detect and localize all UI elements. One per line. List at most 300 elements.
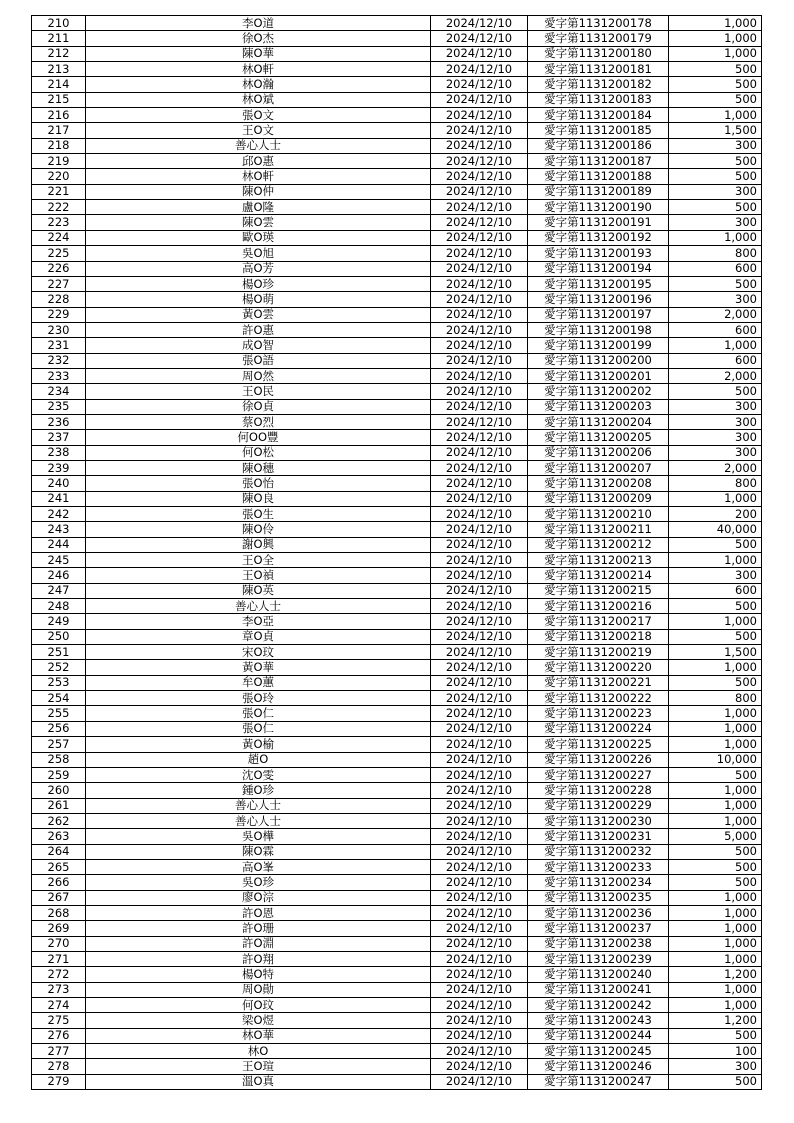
row-number: 226 xyxy=(32,261,86,276)
receipt-number: 愛字第1131200190 xyxy=(528,200,669,215)
row-number: 239 xyxy=(32,460,86,475)
donor-name: 黃O雲 xyxy=(86,307,431,322)
donor-name: 張O文 xyxy=(86,108,431,123)
receipt-number: 愛字第1131200229 xyxy=(528,798,669,813)
donation-date: 2024/12/10 xyxy=(431,982,528,997)
receipt-number: 愛字第1131200191 xyxy=(528,215,669,230)
row-number: 221 xyxy=(32,184,86,199)
row-number: 215 xyxy=(32,92,86,107)
donation-amount: 600 xyxy=(669,353,762,368)
donor-name: 陳O華 xyxy=(86,46,431,61)
donation-amount: 1,000 xyxy=(669,660,762,675)
receipt-number: 愛字第1131200182 xyxy=(528,77,669,92)
receipt-number: 愛字第1131200241 xyxy=(528,982,669,997)
row-number: 259 xyxy=(32,767,86,782)
donation-date: 2024/12/10 xyxy=(431,399,528,414)
donor-name: 廖O淙 xyxy=(86,890,431,905)
table-row xyxy=(32,46,762,61)
donor-name: 何O松 xyxy=(86,445,431,460)
donation-date: 2024/12/10 xyxy=(431,752,528,767)
donation-date: 2024/12/10 xyxy=(431,660,528,675)
table-row xyxy=(32,215,762,230)
donation-date: 2024/12/10 xyxy=(431,230,528,245)
donor-name: 沈O雯 xyxy=(86,767,431,782)
table-row xyxy=(32,798,762,813)
donor-name: 王O文 xyxy=(86,123,431,138)
receipt-number: 愛字第1131200224 xyxy=(528,721,669,736)
donor-name: 高O芳 xyxy=(86,261,431,276)
table-row xyxy=(32,629,762,644)
row-number: 272 xyxy=(32,967,86,982)
table-row xyxy=(32,507,762,522)
donation-amount: 1,000 xyxy=(669,108,762,123)
receipt-number: 愛字第1131200223 xyxy=(528,706,669,721)
table-row xyxy=(32,737,762,752)
donation-date: 2024/12/10 xyxy=(431,859,528,874)
table-row xyxy=(32,752,762,767)
donation-date: 2024/12/10 xyxy=(431,507,528,522)
donor-name: 善心人士 xyxy=(86,599,431,614)
table-row xyxy=(32,967,762,982)
donor-name: 徐O貞 xyxy=(86,399,431,414)
donation-date: 2024/12/10 xyxy=(431,1074,528,1089)
donor-name: 陳O穗 xyxy=(86,460,431,475)
donor-name: 王O禎 xyxy=(86,568,431,583)
donation-amount: 5,000 xyxy=(669,829,762,844)
table-row xyxy=(32,1059,762,1074)
row-number: 273 xyxy=(32,982,86,997)
row-number: 268 xyxy=(32,905,86,920)
donation-date: 2024/12/10 xyxy=(431,77,528,92)
row-number: 210 xyxy=(32,16,86,31)
receipt-number: 愛字第1131200209 xyxy=(528,491,669,506)
row-number: 252 xyxy=(32,660,86,675)
donation-date: 2024/12/10 xyxy=(431,246,528,261)
donation-date: 2024/12/10 xyxy=(431,261,528,276)
donation-date: 2024/12/10 xyxy=(431,614,528,629)
row-number: 276 xyxy=(32,1028,86,1043)
donation-amount: 500 xyxy=(669,675,762,690)
table-row xyxy=(32,384,762,399)
donation-date: 2024/12/10 xyxy=(431,445,528,460)
receipt-number: 愛字第1131200183 xyxy=(528,92,669,107)
donation-amount: 500 xyxy=(669,1028,762,1043)
receipt-number: 愛字第1131200244 xyxy=(528,1028,669,1043)
donation-date: 2024/12/10 xyxy=(431,767,528,782)
donation-date: 2024/12/10 xyxy=(431,215,528,230)
row-number: 254 xyxy=(32,691,86,706)
donation-amount: 1,000 xyxy=(669,921,762,936)
table-row xyxy=(32,691,762,706)
row-number: 256 xyxy=(32,721,86,736)
donation-amount: 100 xyxy=(669,1044,762,1059)
donation-amount: 500 xyxy=(669,92,762,107)
table-row xyxy=(32,982,762,997)
donation-amount: 1,000 xyxy=(669,491,762,506)
table-row xyxy=(32,230,762,245)
donation-amount: 500 xyxy=(669,169,762,184)
donor-name: 張O仁 xyxy=(86,706,431,721)
donation-date: 2024/12/10 xyxy=(431,46,528,61)
donation-table xyxy=(31,15,762,1090)
receipt-number: 愛字第1131200220 xyxy=(528,660,669,675)
table-row xyxy=(32,460,762,475)
donor-name: 鍾O珍 xyxy=(86,783,431,798)
table-row xyxy=(32,292,762,307)
donation-amount: 600 xyxy=(669,322,762,337)
receipt-number: 愛字第1131200195 xyxy=(528,276,669,291)
donation-date: 2024/12/10 xyxy=(431,154,528,169)
donor-name: 林O軒 xyxy=(86,62,431,77)
receipt-number: 愛字第1131200236 xyxy=(528,905,669,920)
table-row xyxy=(32,537,762,552)
donor-name: 張O仁 xyxy=(86,721,431,736)
donor-name: 牟O蕙 xyxy=(86,675,431,690)
receipt-number: 愛字第1131200203 xyxy=(528,399,669,414)
donation-date: 2024/12/10 xyxy=(431,553,528,568)
row-number: 219 xyxy=(32,154,86,169)
row-number: 229 xyxy=(32,307,86,322)
donation-date: 2024/12/10 xyxy=(431,737,528,752)
table-row xyxy=(32,706,762,721)
table-row xyxy=(32,783,762,798)
donation-amount: 500 xyxy=(669,599,762,614)
receipt-number: 愛字第1131200234 xyxy=(528,875,669,890)
donor-name: 趙O xyxy=(86,752,431,767)
table-row xyxy=(32,829,762,844)
table-row xyxy=(32,16,762,31)
donation-date: 2024/12/10 xyxy=(431,62,528,77)
donation-date: 2024/12/10 xyxy=(431,491,528,506)
donation-date: 2024/12/10 xyxy=(431,583,528,598)
donation-amount: 1,000 xyxy=(669,936,762,951)
row-number: 246 xyxy=(32,568,86,583)
donor-name: 歐O瑛 xyxy=(86,230,431,245)
donor-name: 陳O雲 xyxy=(86,215,431,230)
table-row xyxy=(32,675,762,690)
receipt-number: 愛字第1131200193 xyxy=(528,246,669,261)
receipt-number: 愛字第1131200194 xyxy=(528,261,669,276)
row-number: 227 xyxy=(32,276,86,291)
donation-date: 2024/12/10 xyxy=(431,460,528,475)
donation-amount: 600 xyxy=(669,261,762,276)
donation-amount: 500 xyxy=(669,200,762,215)
donor-name: 林O軒 xyxy=(86,169,431,184)
donation-date: 2024/12/10 xyxy=(431,414,528,429)
table-row xyxy=(32,276,762,291)
table-row xyxy=(32,1028,762,1043)
receipt-number: 愛字第1131200239 xyxy=(528,951,669,966)
table-row xyxy=(32,1013,762,1028)
receipt-number: 愛字第1131200185 xyxy=(528,123,669,138)
receipt-number: 愛字第1131200227 xyxy=(528,767,669,782)
row-number: 250 xyxy=(32,629,86,644)
donation-amount: 1,000 xyxy=(669,553,762,568)
donor-name: 善心人士 xyxy=(86,798,431,813)
donor-name: 宋O玟 xyxy=(86,645,431,660)
table-row xyxy=(32,721,762,736)
donation-amount: 500 xyxy=(669,62,762,77)
donation-amount: 300 xyxy=(669,1059,762,1074)
donor-name: 王O民 xyxy=(86,384,431,399)
donation-amount: 2,000 xyxy=(669,460,762,475)
row-number: 244 xyxy=(32,537,86,552)
donation-date: 2024/12/10 xyxy=(431,813,528,828)
table-row xyxy=(32,169,762,184)
donor-name: 楊O萌 xyxy=(86,292,431,307)
donor-name: 善心人士 xyxy=(86,813,431,828)
row-number: 270 xyxy=(32,936,86,951)
table-row xyxy=(32,1044,762,1059)
donation-amount: 1,000 xyxy=(669,737,762,752)
donation-amount: 1,000 xyxy=(669,338,762,353)
table-row xyxy=(32,138,762,153)
table-row xyxy=(32,599,762,614)
donation-date: 2024/12/10 xyxy=(431,338,528,353)
donation-date: 2024/12/10 xyxy=(431,568,528,583)
table-row xyxy=(32,890,762,905)
row-number: 251 xyxy=(32,645,86,660)
receipt-number: 愛字第1131200180 xyxy=(528,46,669,61)
donor-name: 陳O英 xyxy=(86,583,431,598)
table-row xyxy=(32,368,762,383)
donation-date: 2024/12/10 xyxy=(431,890,528,905)
row-number: 262 xyxy=(32,813,86,828)
table-row xyxy=(32,951,762,966)
donation-date: 2024/12/10 xyxy=(431,430,528,445)
row-number: 269 xyxy=(32,921,86,936)
row-number: 241 xyxy=(32,491,86,506)
row-number: 266 xyxy=(32,875,86,890)
row-number: 225 xyxy=(32,246,86,261)
receipt-number: 愛字第1131200178 xyxy=(528,16,669,31)
donor-name: 吳O珍 xyxy=(86,875,431,890)
donation-date: 2024/12/10 xyxy=(431,108,528,123)
donation-amount: 1,000 xyxy=(669,890,762,905)
donation-date: 2024/12/10 xyxy=(431,829,528,844)
row-number: 245 xyxy=(32,553,86,568)
donor-name: 陳O霖 xyxy=(86,844,431,859)
donation-amount: 500 xyxy=(669,537,762,552)
row-number: 240 xyxy=(32,476,86,491)
donation-date: 2024/12/10 xyxy=(431,645,528,660)
donation-amount: 300 xyxy=(669,292,762,307)
donation-date: 2024/12/10 xyxy=(431,921,528,936)
donation-amount: 300 xyxy=(669,568,762,583)
row-number: 278 xyxy=(32,1059,86,1074)
row-number: 258 xyxy=(32,752,86,767)
donation-amount: 500 xyxy=(669,629,762,644)
receipt-number: 愛字第1131200192 xyxy=(528,230,669,245)
receipt-number: 愛字第1131200231 xyxy=(528,829,669,844)
donor-name: 盧O隆 xyxy=(86,200,431,215)
table-row xyxy=(32,844,762,859)
donation-amount: 1,500 xyxy=(669,123,762,138)
donation-amount: 1,000 xyxy=(669,46,762,61)
donation-date: 2024/12/10 xyxy=(431,368,528,383)
table-row xyxy=(32,476,762,491)
receipt-number: 愛字第1131200210 xyxy=(528,507,669,522)
row-number: 248 xyxy=(32,599,86,614)
receipt-number: 愛字第1131200225 xyxy=(528,737,669,752)
donor-name: 許O恩 xyxy=(86,905,431,920)
table-row xyxy=(32,568,762,583)
receipt-number: 愛字第1131200186 xyxy=(528,138,669,153)
donation-amount: 800 xyxy=(669,476,762,491)
donation-date: 2024/12/10 xyxy=(431,184,528,199)
row-number: 238 xyxy=(32,445,86,460)
receipt-number: 愛字第1131200200 xyxy=(528,353,669,368)
donor-name: 楊O珍 xyxy=(86,276,431,291)
table-row xyxy=(32,813,762,828)
donor-name: 何O玟 xyxy=(86,998,431,1013)
donor-name: 黃O華 xyxy=(86,660,431,675)
row-number: 235 xyxy=(32,399,86,414)
table-row xyxy=(32,200,762,215)
donor-name: 林O斌 xyxy=(86,92,431,107)
donation-date: 2024/12/10 xyxy=(431,16,528,31)
donation-amount: 2,000 xyxy=(669,307,762,322)
donor-name: 李O亞 xyxy=(86,614,431,629)
table-row xyxy=(32,92,762,107)
donation-amount: 300 xyxy=(669,445,762,460)
donor-name: 周O然 xyxy=(86,368,431,383)
row-number: 231 xyxy=(32,338,86,353)
donation-date: 2024/12/10 xyxy=(431,123,528,138)
donor-name: 何OO豐 xyxy=(86,430,431,445)
donation-amount: 1,000 xyxy=(669,813,762,828)
table-row xyxy=(32,998,762,1013)
donation-amount: 300 xyxy=(669,414,762,429)
donation-amount: 1,000 xyxy=(669,905,762,920)
donation-date: 2024/12/10 xyxy=(431,875,528,890)
donation-date: 2024/12/10 xyxy=(431,200,528,215)
receipt-number: 愛字第1131200243 xyxy=(528,1013,669,1028)
table-row xyxy=(32,246,762,261)
row-number: 230 xyxy=(32,322,86,337)
donation-amount: 1,000 xyxy=(669,16,762,31)
receipt-number: 愛字第1131200188 xyxy=(528,169,669,184)
table-row xyxy=(32,353,762,368)
receipt-number: 愛字第1131200198 xyxy=(528,322,669,337)
row-number: 228 xyxy=(32,292,86,307)
donation-amount: 500 xyxy=(669,384,762,399)
donation-amount: 500 xyxy=(669,844,762,859)
donor-name: 黃O榆 xyxy=(86,737,431,752)
donation-amount: 300 xyxy=(669,138,762,153)
donation-date: 2024/12/10 xyxy=(431,522,528,537)
row-number: 222 xyxy=(32,200,86,215)
row-number: 271 xyxy=(32,951,86,966)
donation-date: 2024/12/10 xyxy=(431,1044,528,1059)
receipt-number: 愛字第1131200217 xyxy=(528,614,669,629)
donation-date: 2024/12/10 xyxy=(431,951,528,966)
donor-name: 善心人士 xyxy=(86,138,431,153)
receipt-number: 愛字第1131200201 xyxy=(528,368,669,383)
donor-name: 吳O樺 xyxy=(86,829,431,844)
donation-amount: 300 xyxy=(669,430,762,445)
receipt-number: 愛字第1131200247 xyxy=(528,1074,669,1089)
donor-name: 陳O良 xyxy=(86,491,431,506)
donor-name: 周O勛 xyxy=(86,982,431,997)
donation-amount: 200 xyxy=(669,507,762,522)
donation-amount: 1,000 xyxy=(669,230,762,245)
receipt-number: 愛字第1131200211 xyxy=(528,522,669,537)
row-number: 247 xyxy=(32,583,86,598)
donor-name: 梁O煜 xyxy=(86,1013,431,1028)
donation-date: 2024/12/10 xyxy=(431,599,528,614)
row-number: 218 xyxy=(32,138,86,153)
donation-date: 2024/12/10 xyxy=(431,384,528,399)
receipt-number: 愛字第1131200238 xyxy=(528,936,669,951)
donation-amount: 1,000 xyxy=(669,31,762,46)
donor-name: 林O華 xyxy=(86,1028,431,1043)
donation-date: 2024/12/10 xyxy=(431,844,528,859)
table-row xyxy=(32,859,762,874)
row-number: 243 xyxy=(32,522,86,537)
row-number: 279 xyxy=(32,1074,86,1089)
row-number: 260 xyxy=(32,783,86,798)
donation-amount: 1,000 xyxy=(669,982,762,997)
table-row xyxy=(32,261,762,276)
row-number: 253 xyxy=(32,675,86,690)
donation-amount: 300 xyxy=(669,184,762,199)
donation-amount: 300 xyxy=(669,399,762,414)
table-row xyxy=(32,767,762,782)
donor-name: 林O瀚 xyxy=(86,77,431,92)
table-row xyxy=(32,1074,762,1089)
donor-name: 吳O旭 xyxy=(86,246,431,261)
donation-amount: 500 xyxy=(669,767,762,782)
donor-name: 陳O伶 xyxy=(86,522,431,537)
donation-amount: 1,000 xyxy=(669,706,762,721)
donation-amount: 600 xyxy=(669,583,762,598)
receipt-number: 愛字第1131200206 xyxy=(528,445,669,460)
donation-table-body xyxy=(32,16,762,1090)
donation-date: 2024/12/10 xyxy=(431,537,528,552)
table-row xyxy=(32,414,762,429)
table-row xyxy=(32,108,762,123)
receipt-number: 愛字第1131200207 xyxy=(528,460,669,475)
receipt-number: 愛字第1131200226 xyxy=(528,752,669,767)
donor-name: 高O峯 xyxy=(86,859,431,874)
receipt-number: 愛字第1131200205 xyxy=(528,430,669,445)
donation-date: 2024/12/10 xyxy=(431,905,528,920)
donation-amount: 1,200 xyxy=(669,1013,762,1028)
receipt-number: 愛字第1131200246 xyxy=(528,1059,669,1074)
donation-amount: 1,200 xyxy=(669,967,762,982)
row-number: 212 xyxy=(32,46,86,61)
row-number: 261 xyxy=(32,798,86,813)
donor-name: 張O玲 xyxy=(86,691,431,706)
donation-date: 2024/12/10 xyxy=(431,169,528,184)
donation-date: 2024/12/10 xyxy=(431,998,528,1013)
row-number: 237 xyxy=(32,430,86,445)
donor-name: 陳O仲 xyxy=(86,184,431,199)
donation-amount: 800 xyxy=(669,246,762,261)
donation-date: 2024/12/10 xyxy=(431,322,528,337)
table-row xyxy=(32,307,762,322)
receipt-number: 愛字第1131200212 xyxy=(528,537,669,552)
receipt-number: 愛字第1131200235 xyxy=(528,890,669,905)
receipt-number: 愛字第1131200221 xyxy=(528,675,669,690)
donor-name: 林O xyxy=(86,1044,431,1059)
row-number: 217 xyxy=(32,123,86,138)
table-row xyxy=(32,399,762,414)
row-number: 211 xyxy=(32,31,86,46)
row-number: 234 xyxy=(32,384,86,399)
row-number: 232 xyxy=(32,353,86,368)
